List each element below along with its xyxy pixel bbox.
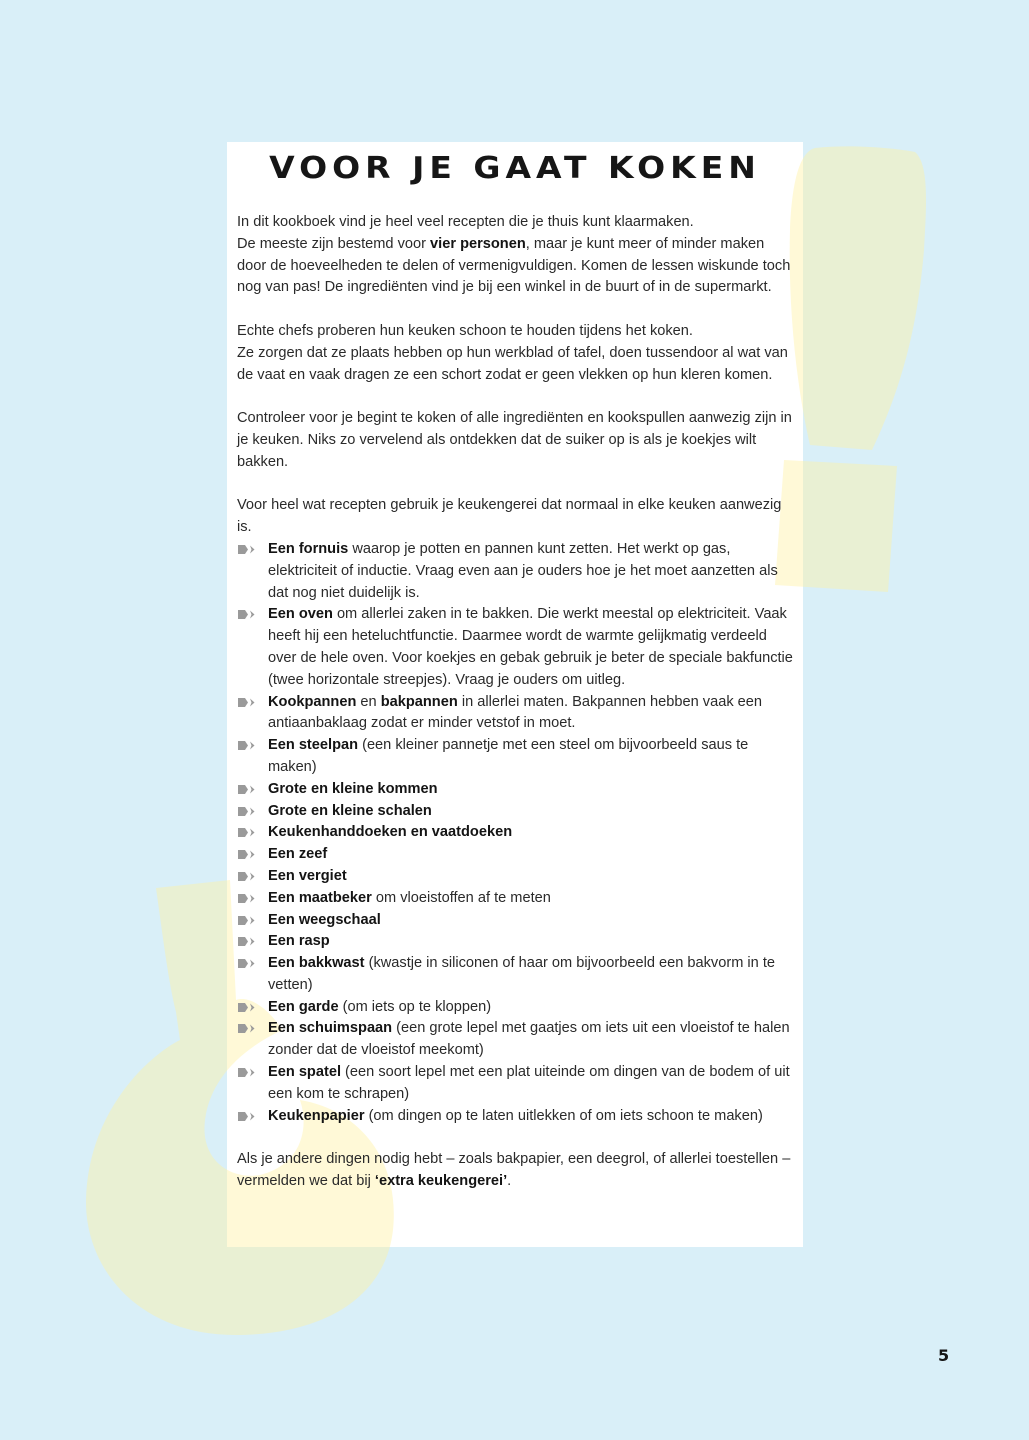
list-item (237, 801, 797, 823)
list-item (237, 1018, 797, 1062)
double-arrow-bullet-icon (238, 893, 258, 904)
double-arrow-bullet-icon (238, 871, 258, 882)
list-item (237, 910, 797, 932)
outro-paragraph: Als je andere dingen nodig hebt – zoals bakpapier, een deegrol, of allerlei toestellen – vermelden we dat bij ‘extra keukengerei’. (237, 1151, 791, 1190)
exclamation-mark-shape-top (790, 146, 926, 450)
utensil-name: bakpannen (380, 693, 458, 710)
utensils-list (237, 539, 797, 1128)
double-arrow-bullet-icon (238, 1023, 258, 1034)
utensil-name: Grote en kleine schalen (268, 802, 432, 819)
utensil-description: (om dingen op te laten uitlekken of om iets schoon te maken) (364, 1107, 763, 1124)
utensil-name: Grote en kleine kommen (268, 780, 438, 797)
double-arrow-bullet-icon (238, 958, 258, 969)
list-item (237, 844, 797, 866)
double-arrow-bullet-icon (238, 1111, 258, 1122)
list-item (237, 953, 797, 997)
utensil-name: Keukenpapier (268, 1107, 365, 1124)
list-item (237, 735, 797, 779)
page-title: VOOR JE GAAT KOKEN (269, 149, 761, 186)
double-arrow-bullet-icon (238, 827, 258, 838)
body-content (237, 212, 797, 1215)
utensil-description: om vloeistoffen af te meten (371, 889, 551, 906)
utensil-description: om allerlei zaken in te bakken. Die werkt meestal op elektriciteit. Vaak heeft hij een heteluchtfunctie. Daarmee wordt de warmte gelijkmatig verdeeld over de hele oven. Voor koekjes en gebak gebruik je beter de speciale bakfunctie (twee horizontale streepjes). Vraag je ouders om uitleg. (268, 606, 793, 688)
utensil-name: Een rasp (268, 933, 330, 950)
utensil-name: Een garde (268, 998, 339, 1015)
double-arrow-bullet-icon (238, 936, 258, 947)
emphasis-extra-utensils: ‘extra keukengerei’ (374, 1173, 508, 1190)
double-arrow-bullet-icon (238, 609, 258, 620)
utensil-description: (om iets op te kloppen) (338, 998, 492, 1015)
list-item: Kookpannen en bakpannen in allerlei maten. Bakpannen hebben vaak een antiaanbaklaag zodat er minder vetstof in moet. (237, 692, 797, 736)
list-item (237, 1106, 797, 1128)
utensil-description: (een soort lepel met een plat uiteinde om dingen van de bodem of uit een kom te schrapen) (268, 1064, 790, 1102)
utensil-description: in allerlei maten. Bakpannen hebben vaak een antiaanbaklaag zodat er minder vetstof in moet. (268, 693, 763, 732)
double-arrow-bullet-icon (238, 1002, 258, 1013)
utensil-name: Een spatel (268, 1064, 341, 1081)
double-arrow-bullet-icon (238, 806, 258, 817)
check-ingredients-paragraph: Controleer voor je begint te koken of alle ingrediënten en kookspullen aanwezig zijn in je keuken. Niks zo vervelend als ontdekken dat de suiker op is als je koekjes wilt bakken. (237, 410, 792, 470)
utensil-name: Een oven (268, 606, 333, 623)
emphasis-servings: vier personen (430, 235, 526, 252)
double-arrow-bullet-icon (238, 697, 258, 708)
utensil-name: Een bakkwast (268, 955, 365, 972)
list-item (237, 888, 797, 910)
double-arrow-bullet-icon (238, 915, 258, 926)
list-item (237, 604, 797, 691)
utensil-name: Een zeef (268, 846, 328, 863)
double-arrow-bullet-icon (238, 740, 258, 751)
utensil-name: Keukenhanddoeken en vaatdoeken (268, 824, 513, 841)
double-arrow-bullet-icon (238, 544, 258, 555)
utensil-name: Een steelpan (268, 737, 359, 754)
list-item (237, 866, 797, 888)
list-item (237, 1062, 797, 1106)
list-item (237, 997, 797, 1019)
cleanliness-paragraph: Echte chefs proberen hun keuken schoon te houden tijdens het koken. Ze zorgen dat ze plaats hebben op hun werkblad of tafel, doen tussendoor al wat van de vaat en vaak dragen ze een schort zodat er geen vlekken op hun kleren komen. (237, 322, 788, 383)
utensil-name: Een maatbeker (268, 889, 372, 906)
utensil-name: Een fornuis (268, 540, 349, 557)
double-arrow-bullet-icon (238, 784, 258, 795)
utensil-name: Kookpannen (268, 693, 357, 710)
list-item (237, 539, 797, 604)
page-number: 5 (938, 1346, 950, 1365)
list-item (237, 779, 797, 801)
list-item (237, 822, 797, 844)
double-arrow-bullet-icon (238, 1067, 258, 1078)
double-arrow-bullet-icon (238, 849, 258, 860)
list-item (237, 931, 797, 953)
utensil-description: (een grote lepel met gaatjes om iets uit een vloeistof te halen zonder dat de vloeistof meekomt) (268, 1020, 790, 1059)
utensils-intro-paragraph: Voor heel wat recepten gebruik je keukengerei dat normaal in elke keuken aanwezig is. (237, 497, 782, 536)
intro-paragraph: In dit kookboek vind je heel veel recepten die je thuis kunt klaarmaken. De meeste zijn bestemd voor vier personen, maar je kunt meer of minder maken door de hoeveelheden te delen of vermenigvuldigen. Komen de lessen wiskunde toch nog van pas! De ingrediënten vind je bij een winkel in de buurt of in de supermarkt. (237, 214, 791, 296)
utensil-description: waarop je potten en pannen kunt zetten. Het werkt op gas, elektriciteit of inductie. Vraag even aan je ouders hoe je het moet aanzetten als dat nog niet duidelijk is. (268, 540, 778, 601)
utensil-name: Een weegschaal (268, 911, 381, 928)
utensil-name: Een vergiet (268, 867, 347, 884)
utensil-description: (een kleiner pannetje met een steel om bijvoorbeeld saus te maken) (268, 737, 749, 775)
utensil-name: Een schuimspaan (268, 1020, 393, 1037)
utensil-description: (kwastje in siliconen of haar om bijvoorbeeld een bakvorm in te vetten) (268, 955, 775, 993)
